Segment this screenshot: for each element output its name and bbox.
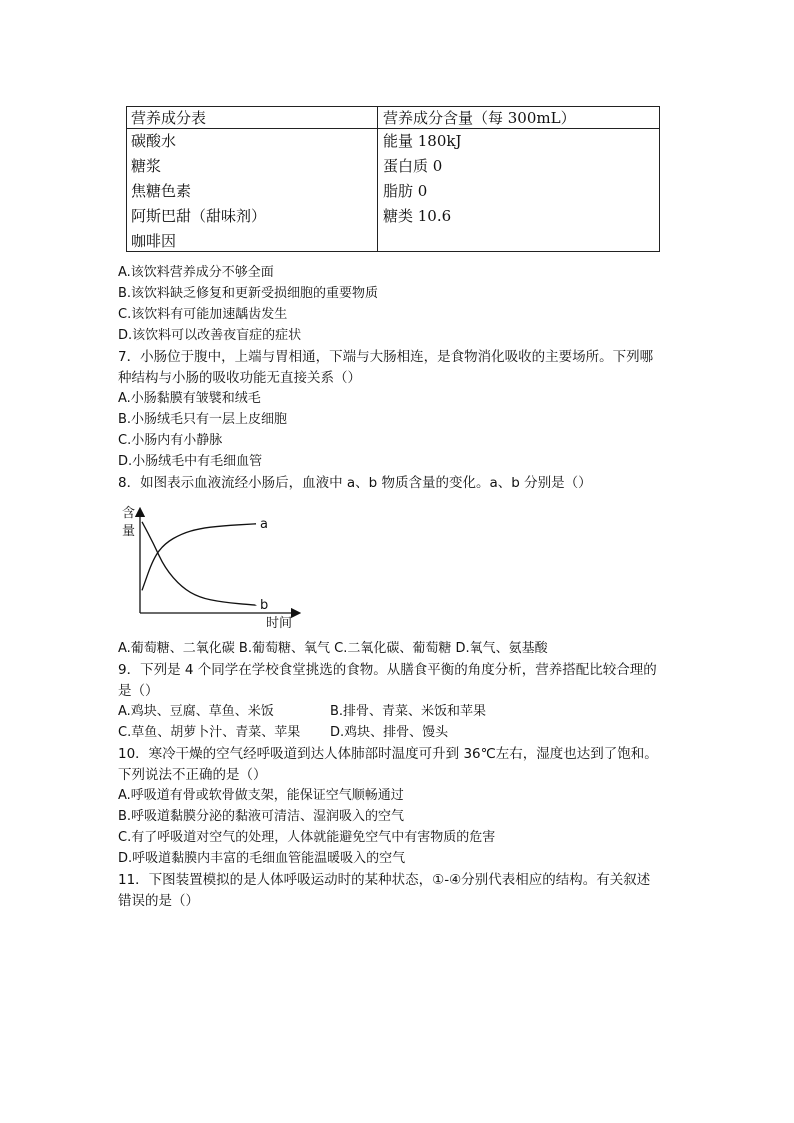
nutrition-table xyxy=(126,106,660,252)
q9-option-c: C.草鱼、胡萝卜汁、青菜、苹果 xyxy=(118,725,301,740)
q9-stem-cont: 是（） xyxy=(118,683,159,699)
q6-option-b: B.该饮料缺乏修复和更新受损细胞的重要物质 xyxy=(118,286,379,301)
series-layer xyxy=(142,517,268,613)
series-line-b xyxy=(142,522,256,605)
q7-option-d: D.小肠绒毛中有毛细血管 xyxy=(118,454,263,469)
q9-option-a: A.鸡块、豆腐、草鱼、米饭 xyxy=(118,704,274,719)
q6-option-a: A.该饮料营养成分不够全面 xyxy=(118,265,274,280)
q7-stem-cont: 种结构与小肠的吸收功能无直接关系（） xyxy=(118,370,361,386)
nutrient-item: 脂肪 0 xyxy=(383,182,428,200)
q10-option-d: D.呼吸道黏膜内丰富的毛细血管能温暖吸入的空气 xyxy=(118,851,406,866)
q7-stem: 7．小肠位于腹中，上端与胃相通，下端与大肠相连，是食物消化吸收的主要场所。下列哪 xyxy=(118,349,654,365)
q8-stem: 8．如图表示血液流经小肠后，血液中 a、b 物质含量的变化。a、b 分别是（） xyxy=(118,475,592,491)
q8-options: A.葡萄糖、二氧化碳 B.葡萄糖、氧气 C.二氧化碳、葡萄糖 D.氧气、氨基酸 xyxy=(118,641,548,656)
series-label-a: a xyxy=(260,516,268,532)
nutrient-item: 能量 180kJ xyxy=(383,132,462,150)
q11-stem-cont: 错误的是（） xyxy=(118,893,199,909)
q7-option-b: B.小肠绒毛只有一层上皮细胞 xyxy=(118,412,288,427)
q7-option-a: A.小肠黏膜有皱襞和绒毛 xyxy=(118,391,261,406)
q6-option-c: C.该饮料有可能加速龋齿发生 xyxy=(118,307,288,322)
y-axis-label-line2: 量 xyxy=(122,524,136,539)
ingredient-item: 糖浆 xyxy=(131,157,162,175)
table-header-divider xyxy=(127,128,659,129)
q9-option-b: B.排骨、青菜、米饭和苹果 xyxy=(330,704,487,719)
chart-svg xyxy=(118,500,308,632)
ingredient-item: 阿斯巴甜（甜味剂） xyxy=(131,207,267,225)
q10-option-b: B.呼吸道黏膜分泌的黏液可清洁、湿润吸入的空气 xyxy=(118,809,405,824)
q9-option-d: D.鸡块、排骨、馒头 xyxy=(330,725,449,740)
x-axis-label: 时间 xyxy=(266,616,293,631)
blood-content-chart xyxy=(118,500,308,632)
nutrient-item: 蛋白质 0 xyxy=(383,157,443,175)
q11-stem: 11．下图装置模拟的是人体呼吸运动时的某种状态，①-④分别代表相应的结构。有关叙述 xyxy=(118,872,651,888)
ingredient-item: 咖啡因 xyxy=(131,232,177,250)
table-header-nutrients: 营养成分含量（每 300mL） xyxy=(383,109,576,127)
q10-stem-cont: 下列说法不正确的是（） xyxy=(118,767,267,783)
table-header-ingredients: 营养成分表 xyxy=(131,109,207,127)
q10-stem: 10．寒冷干燥的空气经呼吸道到达人体肺部时温度可升到 36℃左右，湿度也达到了饱和。 xyxy=(118,746,658,762)
q7-option-c: C.小肠内有小静脉 xyxy=(118,433,223,448)
q6-option-d: D.该饮料可以改善夜盲症的症状 xyxy=(118,328,302,343)
nutrient-item: 糖类 10.6 xyxy=(383,207,452,225)
ingredient-item: 焦糖色素 xyxy=(131,182,192,200)
q10-option-c: C.有了呼吸道对空气的处理，人体就能避免空气中有害物质的危害 xyxy=(118,830,496,845)
ingredient-item: 碳酸水 xyxy=(131,132,177,150)
q9-stem: 9．下列是 4 个同学在学校食堂挑选的食物。从膳食平衡的角度分析，营养搭配比较合理的 xyxy=(118,662,657,678)
series-label-b: b xyxy=(260,598,269,614)
y-axis-label-line1: 含 xyxy=(122,506,136,521)
q10-option-a: A.呼吸道有骨或软骨做支架，能保证空气顺畅通过 xyxy=(118,788,404,803)
